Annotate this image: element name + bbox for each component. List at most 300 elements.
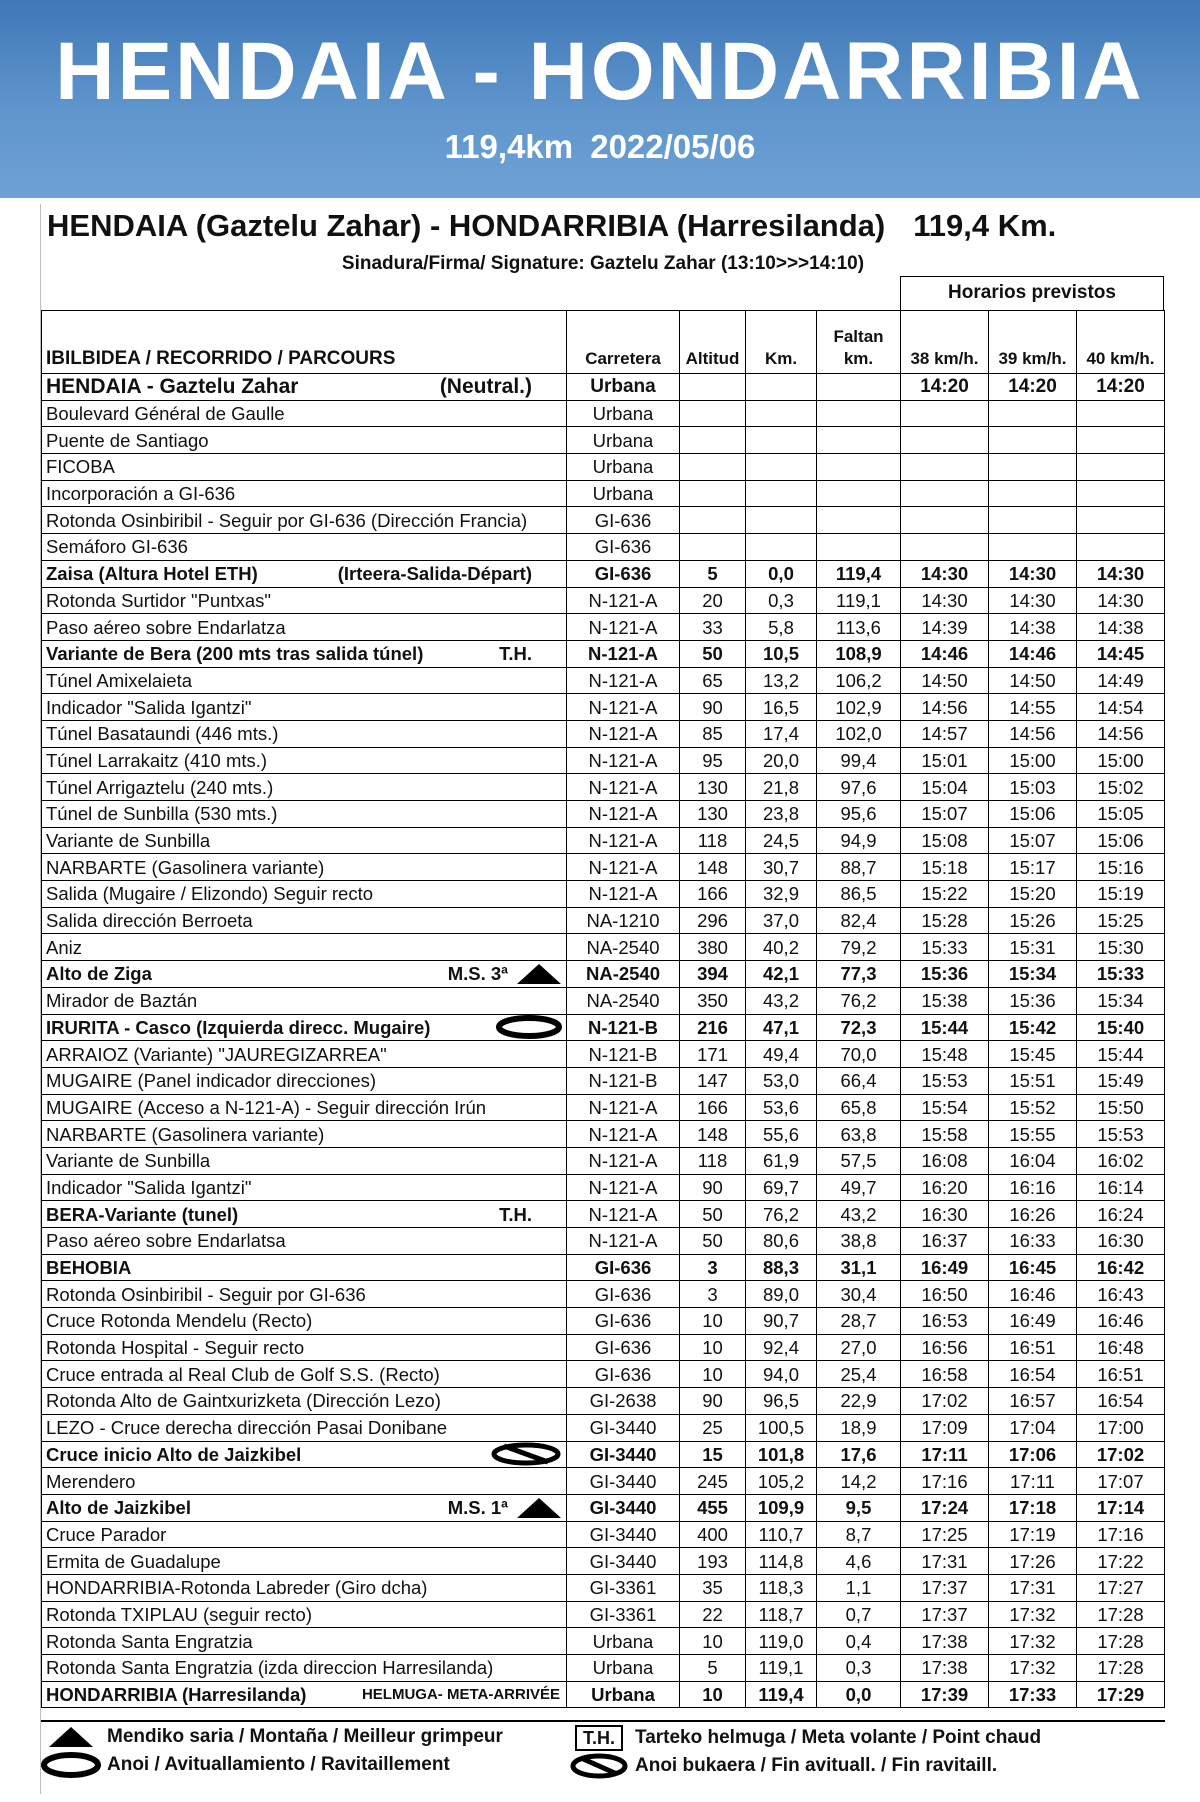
cell-time-40 bbox=[1077, 534, 1165, 561]
cell-remaining: 70,0 bbox=[817, 1041, 901, 1068]
route-point-tag: M.S. 1ª bbox=[447, 1497, 508, 1519]
route-point-name: Puente de Santiago bbox=[46, 429, 209, 451]
route-title: HENDAIA (Gaztelu Zahar) - HONDARRIBIA (Harresilanda) bbox=[47, 208, 886, 243]
cell-time-39: 16:45 bbox=[989, 1254, 1077, 1281]
cell-time-39: 16:49 bbox=[989, 1308, 1077, 1335]
cell-time-40: 14:38 bbox=[1077, 614, 1165, 641]
cell-time-39: 15:45 bbox=[989, 1041, 1077, 1068]
cell-road: NA-1210 bbox=[567, 907, 680, 934]
cell-altitude: 148 bbox=[680, 1121, 746, 1148]
table-row bbox=[42, 907, 1165, 934]
table-row bbox=[42, 934, 1165, 961]
cell-km: 119,0 bbox=[746, 1628, 817, 1655]
cell-altitude: 380 bbox=[680, 934, 746, 961]
cell-km: 101,8 bbox=[746, 1441, 817, 1468]
cell-time-40: 15:25 bbox=[1077, 907, 1165, 934]
table-row bbox=[42, 1574, 1165, 1601]
cell-time-38: 16:20 bbox=[901, 1174, 989, 1201]
cell-time-40: 14:45 bbox=[1077, 640, 1165, 667]
table-row bbox=[42, 1681, 1165, 1708]
cell-road: N-121-A bbox=[567, 614, 680, 641]
cell-remaining: 43,2 bbox=[817, 1201, 901, 1228]
table-row bbox=[42, 480, 1165, 507]
cell-altitude: 400 bbox=[680, 1521, 746, 1548]
cell-time-39: 16:16 bbox=[989, 1174, 1077, 1201]
cell-time-38: 14:30 bbox=[901, 587, 989, 614]
legend-feed-end-text: Anoi bukaera / Fin avituall. / Fin ravitaill. bbox=[635, 1755, 998, 1776]
legend-feed bbox=[41, 1752, 450, 1778]
cell-km: 94,0 bbox=[746, 1361, 817, 1388]
route-point-name: Cruce Rotonda Mendelu (Recto) bbox=[46, 1310, 313, 1332]
route-point-name: Paso aéreo sobre Endarlatsa bbox=[46, 1230, 286, 1252]
cell-route-point bbox=[42, 640, 567, 667]
cell-km: 100,5 bbox=[746, 1414, 817, 1441]
cell-road: NA-2540 bbox=[567, 961, 680, 988]
table-row bbox=[42, 1414, 1165, 1441]
route-point-name: Variante de Sunbilla bbox=[46, 1150, 211, 1172]
cell-time-40: 17:14 bbox=[1077, 1494, 1165, 1521]
route-point-name: Túnel Basataundi (446 mts.) bbox=[46, 723, 279, 745]
table-row bbox=[42, 560, 1165, 587]
cell-road: GI-2638 bbox=[567, 1388, 680, 1415]
cell-time-38: 15:04 bbox=[901, 774, 989, 801]
route-point-name: NARBARTE (Gasolinera variante) bbox=[46, 1123, 325, 1145]
cell-altitude: 118 bbox=[680, 1147, 746, 1174]
cell-km: 32,9 bbox=[746, 881, 817, 908]
cell-time-38: 17:24 bbox=[901, 1494, 989, 1521]
cell-road: N-121-A bbox=[567, 1201, 680, 1228]
cell-km: 13,2 bbox=[746, 667, 817, 694]
cell-road: N-121-A bbox=[567, 827, 680, 854]
col-speed-38: 38 km/h. bbox=[901, 311, 989, 374]
col-km: Km. bbox=[746, 311, 817, 374]
cell-time-40: 16:48 bbox=[1077, 1334, 1165, 1361]
cell-road: N-121-A bbox=[567, 881, 680, 908]
route-point-name: Boulevard Général de Gaulle bbox=[46, 403, 285, 425]
cell-time-40: 14:56 bbox=[1077, 720, 1165, 747]
cell-remaining: 82,4 bbox=[817, 907, 901, 934]
cell-route-point bbox=[42, 881, 567, 908]
cell-route-point bbox=[42, 534, 567, 561]
cell-time-38: 17:09 bbox=[901, 1414, 989, 1441]
cell-time-40: 16:24 bbox=[1077, 1201, 1165, 1228]
cell-time-40: 15:50 bbox=[1077, 1094, 1165, 1121]
cell-route-point bbox=[42, 1094, 567, 1121]
cell-time-39: 15:34 bbox=[989, 961, 1077, 988]
cell-km: 42,1 bbox=[746, 961, 817, 988]
cell-altitude: 350 bbox=[680, 987, 746, 1014]
route-point-tag: M.S. 3ª bbox=[447, 963, 508, 985]
table-row bbox=[42, 881, 1165, 908]
cell-remaining: 113,6 bbox=[817, 614, 901, 641]
cell-time-38 bbox=[901, 427, 989, 454]
cell-road: GI-636 bbox=[567, 534, 680, 561]
cell-time-38: 17:37 bbox=[901, 1574, 989, 1601]
cell-km bbox=[746, 480, 817, 507]
table-row bbox=[42, 667, 1165, 694]
legend-feed-end bbox=[569, 1752, 997, 1780]
cell-altitude: 118 bbox=[680, 827, 746, 854]
cell-altitude: 22 bbox=[680, 1601, 746, 1628]
table-row bbox=[42, 1601, 1165, 1628]
cell-remaining: 27,0 bbox=[817, 1334, 901, 1361]
route-point-name: Rotonda Surtidor "Puntxas" bbox=[46, 589, 271, 611]
route-point-name: MUGAIRE (Acceso a N-121-A) - Seguir dirección Irún bbox=[46, 1096, 487, 1118]
cell-time-40: 15:02 bbox=[1077, 774, 1165, 801]
cell-route-point bbox=[42, 1494, 567, 1521]
cell-km: 92,4 bbox=[746, 1334, 817, 1361]
cell-altitude: 5 bbox=[680, 560, 746, 587]
cell-km: 76,2 bbox=[746, 1201, 817, 1228]
cell-time-39: 17:32 bbox=[989, 1655, 1077, 1682]
cell-route-point bbox=[42, 480, 567, 507]
cell-km: 49,4 bbox=[746, 1041, 817, 1068]
route-point-name: Cruce entrada al Real Club de Golf S.S. (Recto) bbox=[46, 1363, 440, 1385]
cell-time-38: 15:38 bbox=[901, 987, 989, 1014]
cell-time-39: 15:17 bbox=[989, 854, 1077, 881]
cell-time-38: 15:22 bbox=[901, 881, 989, 908]
cell-altitude: 33 bbox=[680, 614, 746, 641]
cell-time-40: 16:30 bbox=[1077, 1228, 1165, 1255]
cell-time-40 bbox=[1077, 400, 1165, 427]
cell-route-point bbox=[42, 667, 567, 694]
table-row bbox=[42, 1494, 1165, 1521]
cell-route-point bbox=[42, 1121, 567, 1148]
cell-remaining: 95,6 bbox=[817, 801, 901, 828]
route-point-name: Rotonda Alto de Gaintxurizketa (Dirección Lezo) bbox=[46, 1390, 441, 1412]
route-point-name: LEZO - Cruce derecha dirección Pasai Donibane bbox=[46, 1417, 448, 1439]
cell-remaining: 94,9 bbox=[817, 827, 901, 854]
cell-time-40: 14:30 bbox=[1077, 560, 1165, 587]
cell-time-38: 17:31 bbox=[901, 1548, 989, 1575]
cell-km: 43,2 bbox=[746, 987, 817, 1014]
route-point-name: Zaisa (Altura Hotel ETH) bbox=[46, 563, 258, 585]
cell-remaining bbox=[817, 507, 901, 534]
cell-time-39: 14:55 bbox=[989, 694, 1077, 721]
table-row bbox=[42, 427, 1165, 454]
cell-route-point bbox=[42, 1147, 567, 1174]
cell-time-38: 16:58 bbox=[901, 1361, 989, 1388]
cell-road: N-121-B bbox=[567, 1067, 680, 1094]
cell-time-39: 15:26 bbox=[989, 907, 1077, 934]
legend-th bbox=[569, 1725, 1041, 1751]
cell-route-point bbox=[42, 1601, 567, 1628]
cell-time-38: 15:28 bbox=[901, 907, 989, 934]
cell-road: N-121-A bbox=[567, 1174, 680, 1201]
table-row bbox=[42, 1254, 1165, 1281]
cell-remaining: 79,2 bbox=[817, 934, 901, 961]
route-point-name: Salida (Mugaire / Elizondo) Seguir recto bbox=[46, 883, 373, 905]
cell-remaining: 66,4 bbox=[817, 1067, 901, 1094]
route-point-name: Salida dirección Berroeta bbox=[46, 910, 253, 932]
cell-route-point bbox=[42, 1067, 567, 1094]
cell-route-point bbox=[42, 1281, 567, 1308]
cell-altitude: 193 bbox=[680, 1548, 746, 1575]
route-point-name: Cruce Parador bbox=[46, 1523, 167, 1545]
route-point-name: Túnel Arrigaztelu (240 mts.) bbox=[46, 776, 274, 798]
cell-time-39: 17:06 bbox=[989, 1441, 1077, 1468]
cell-altitude: 85 bbox=[680, 720, 746, 747]
cell-route-point bbox=[42, 1041, 567, 1068]
cell-time-40: 16:43 bbox=[1077, 1281, 1165, 1308]
route-point-tag: T.H. bbox=[499, 643, 532, 665]
cell-time-38: 16:49 bbox=[901, 1254, 989, 1281]
cell-time-39 bbox=[989, 454, 1077, 481]
cell-time-40: 15:16 bbox=[1077, 854, 1165, 881]
col-road: Carretera bbox=[567, 311, 680, 374]
cell-remaining: 102,9 bbox=[817, 694, 901, 721]
cell-time-38: 17:38 bbox=[901, 1628, 989, 1655]
banner-title: HENDAIA - HONDARRIBIA bbox=[55, 26, 1145, 117]
cell-altitude: 10 bbox=[680, 1334, 746, 1361]
col-altitude: Altitud bbox=[680, 311, 746, 374]
cell-time-40: 16:46 bbox=[1077, 1308, 1165, 1335]
cell-road: GI-3440 bbox=[567, 1414, 680, 1441]
cell-road: N-121-A bbox=[567, 854, 680, 881]
cell-altitude bbox=[680, 507, 746, 534]
cell-remaining: 22,9 bbox=[817, 1388, 901, 1415]
cell-km: 105,2 bbox=[746, 1468, 817, 1495]
cell-time-40: 17:22 bbox=[1077, 1548, 1165, 1575]
cell-route-point bbox=[42, 1014, 567, 1041]
cell-time-38: 16:50 bbox=[901, 1281, 989, 1308]
cell-time-39: 15:55 bbox=[989, 1121, 1077, 1148]
route-point-name: Rotonda Santa Engratzia bbox=[46, 1630, 253, 1652]
cell-remaining: 1,1 bbox=[817, 1574, 901, 1601]
cell-time-40: 16:02 bbox=[1077, 1147, 1165, 1174]
cell-remaining: 65,8 bbox=[817, 1094, 901, 1121]
cell-remaining: 88,7 bbox=[817, 854, 901, 881]
cell-time-40: 15:40 bbox=[1077, 1014, 1165, 1041]
cell-time-38: 15:54 bbox=[901, 1094, 989, 1121]
cell-altitude: 147 bbox=[680, 1067, 746, 1094]
cell-km: 119,4 bbox=[746, 1681, 817, 1708]
cell-remaining: 0,3 bbox=[817, 1655, 901, 1682]
table-row bbox=[42, 534, 1165, 561]
cell-remaining: 108,9 bbox=[817, 640, 901, 667]
route-point-name: Semáforo GI-636 bbox=[46, 536, 188, 558]
cell-time-40: 14:49 bbox=[1077, 667, 1165, 694]
cell-road: N-121-A bbox=[567, 801, 680, 828]
legend-mountain bbox=[41, 1726, 503, 1748]
col-remaining bbox=[817, 311, 901, 374]
route-point-name: HONDARRIBIA-Rotonda Labreder (Giro dcha) bbox=[46, 1577, 428, 1599]
cell-route-point bbox=[42, 1681, 567, 1708]
cell-altitude: 171 bbox=[680, 1041, 746, 1068]
cell-km bbox=[746, 454, 817, 481]
table-row bbox=[42, 614, 1165, 641]
route-point-name: Variante de Bera (200 mts tras salida túnel) bbox=[46, 643, 424, 665]
signature-line bbox=[41, 250, 1165, 278]
cell-road: N-121-A bbox=[567, 774, 680, 801]
cell-time-39: 15:20 bbox=[989, 881, 1077, 908]
route-point-name: Aniz bbox=[46, 936, 82, 958]
cell-km: 119,1 bbox=[746, 1655, 817, 1682]
cell-km: 61,9 bbox=[746, 1147, 817, 1174]
legend-feed-text: Anoi / Avituallamiento / Ravitaillement bbox=[107, 1754, 450, 1775]
cell-time-38: 15:33 bbox=[901, 934, 989, 961]
cell-time-39: 15:31 bbox=[989, 934, 1077, 961]
table-row bbox=[42, 1655, 1165, 1682]
cell-time-38: 17:37 bbox=[901, 1601, 989, 1628]
cell-route-point bbox=[42, 454, 567, 481]
route-point-name: Túnel Larrakaitz (410 mts.) bbox=[46, 749, 268, 771]
table-row bbox=[42, 1548, 1165, 1575]
route-point-name: Incorporación a GI-636 bbox=[46, 483, 236, 505]
cell-altitude: 296 bbox=[680, 907, 746, 934]
cell-time-40 bbox=[1077, 507, 1165, 534]
cell-altitude: 10 bbox=[680, 1308, 746, 1335]
route-point-name: NARBARTE (Gasolinera variante) bbox=[46, 856, 325, 878]
cell-altitude: 25 bbox=[680, 1414, 746, 1441]
cell-time-39: 17:26 bbox=[989, 1548, 1077, 1575]
cell-km: 96,5 bbox=[746, 1388, 817, 1415]
cell-km: 89,0 bbox=[746, 1281, 817, 1308]
cell-time-40 bbox=[1077, 427, 1165, 454]
cell-time-40: 14:54 bbox=[1077, 694, 1165, 721]
route-point-name: IRURITA - Casco (Izquierda direcc. Mugaire) bbox=[46, 1016, 431, 1038]
cell-km: 53,0 bbox=[746, 1067, 817, 1094]
cell-road: Urbana bbox=[567, 1655, 680, 1682]
table-row bbox=[42, 801, 1165, 828]
cell-route-point bbox=[42, 1388, 567, 1415]
cell-route-point bbox=[42, 1228, 567, 1255]
cell-time-38: 15:53 bbox=[901, 1067, 989, 1094]
cell-remaining: 76,2 bbox=[817, 987, 901, 1014]
cell-time-38: 15:36 bbox=[901, 961, 989, 988]
table-row bbox=[42, 987, 1165, 1014]
cell-road: GI-636 bbox=[567, 1308, 680, 1335]
cell-route-point bbox=[42, 961, 567, 988]
route-point-name: Rotonda Hospital - Seguir recto bbox=[46, 1337, 305, 1359]
cell-time-38: 14:30 bbox=[901, 560, 989, 587]
route-point-tag: T.H. bbox=[499, 1203, 532, 1225]
cell-km: 118,3 bbox=[746, 1574, 817, 1601]
cell-route-point bbox=[42, 774, 567, 801]
cell-road: N-121-A bbox=[567, 720, 680, 747]
col-remaining-line2: km. bbox=[843, 349, 874, 368]
cell-road: N-121-A bbox=[567, 1228, 680, 1255]
cell-road: NA-2540 bbox=[567, 987, 680, 1014]
table-row bbox=[42, 1228, 1165, 1255]
cell-altitude: 455 bbox=[680, 1494, 746, 1521]
cell-altitude: 50 bbox=[680, 1201, 746, 1228]
cell-time-40: 17:28 bbox=[1077, 1601, 1165, 1628]
cell-time-38: 17:38 bbox=[901, 1655, 989, 1682]
cell-km: 10,5 bbox=[746, 640, 817, 667]
cell-km: 69,7 bbox=[746, 1174, 817, 1201]
cell-altitude: 166 bbox=[680, 881, 746, 908]
table-row bbox=[42, 1014, 1165, 1041]
cell-time-40: 15:05 bbox=[1077, 801, 1165, 828]
cell-time-40: 15:44 bbox=[1077, 1041, 1165, 1068]
cell-time-39: 17:19 bbox=[989, 1521, 1077, 1548]
cell-route-point bbox=[42, 374, 567, 401]
cell-road: N-121-A bbox=[567, 587, 680, 614]
mountain-icon bbox=[516, 963, 562, 985]
cell-time-39: 17:04 bbox=[989, 1414, 1077, 1441]
cell-road: NA-2540 bbox=[567, 934, 680, 961]
cell-route-point bbox=[42, 747, 567, 774]
total-distance: 119,4 Km. bbox=[913, 208, 1057, 243]
table-row bbox=[42, 1174, 1165, 1201]
table-row bbox=[42, 1067, 1165, 1094]
table-row bbox=[42, 640, 1165, 667]
cell-km: 88,3 bbox=[746, 1254, 817, 1281]
route-table-body bbox=[42, 374, 1165, 1708]
cell-altitude bbox=[680, 454, 746, 481]
legend-th-text: Tarteko helmuga / Meta volante / Point chaud bbox=[635, 1727, 1042, 1748]
route-point-name: BERA-Variante (tunel) bbox=[46, 1203, 239, 1225]
cell-time-39: 14:20 bbox=[989, 374, 1077, 401]
cell-time-39: 16:54 bbox=[989, 1361, 1077, 1388]
cell-route-point bbox=[42, 1521, 567, 1548]
cell-remaining: 17,6 bbox=[817, 1441, 901, 1468]
cell-remaining bbox=[817, 400, 901, 427]
cell-km: 109,9 bbox=[746, 1494, 817, 1521]
cell-time-39: 14:46 bbox=[989, 640, 1077, 667]
cell-time-39 bbox=[989, 400, 1077, 427]
cell-remaining bbox=[817, 480, 901, 507]
route-document bbox=[40, 204, 1165, 1794]
cell-remaining: 63,8 bbox=[817, 1121, 901, 1148]
cell-remaining: 49,7 bbox=[817, 1174, 901, 1201]
cell-route-point bbox=[42, 827, 567, 854]
col-route: IBILBIDEA / RECORRIDO / PARCOURS bbox=[42, 311, 567, 374]
cell-time-39: 17:11 bbox=[989, 1468, 1077, 1495]
cell-time-38 bbox=[901, 400, 989, 427]
cell-time-39: 15:52 bbox=[989, 1094, 1077, 1121]
cell-time-38: 16:08 bbox=[901, 1147, 989, 1174]
route-point-name: MUGAIRE (Panel indicador direcciones) bbox=[46, 1070, 377, 1092]
cell-km: 55,6 bbox=[746, 1121, 817, 1148]
cell-road: GI-3361 bbox=[567, 1601, 680, 1628]
table-row bbox=[42, 1201, 1165, 1228]
cell-remaining: 99,4 bbox=[817, 747, 901, 774]
cell-altitude: 95 bbox=[680, 747, 746, 774]
cell-road: GI-3440 bbox=[567, 1468, 680, 1495]
cell-route-point bbox=[42, 587, 567, 614]
cell-remaining: 28,7 bbox=[817, 1308, 901, 1335]
cell-km bbox=[746, 427, 817, 454]
cell-road: N-121-A bbox=[567, 667, 680, 694]
cell-route-point bbox=[42, 907, 567, 934]
cell-time-40: 14:30 bbox=[1077, 587, 1165, 614]
cell-time-39: 14:50 bbox=[989, 667, 1077, 694]
route-point-name: HONDARRIBIA (Harresilanda) bbox=[46, 1684, 307, 1706]
cell-altitude: 216 bbox=[680, 1014, 746, 1041]
cell-time-38: 17:39 bbox=[901, 1681, 989, 1708]
cell-altitude bbox=[680, 427, 746, 454]
route-point-name: Túnel de Sunbilla (530 mts.) bbox=[46, 803, 278, 825]
cell-km bbox=[746, 534, 817, 561]
schedule-header: Horarios previstos bbox=[900, 276, 1164, 310]
cell-altitude: 245 bbox=[680, 1468, 746, 1495]
cell-time-38: 15:07 bbox=[901, 801, 989, 828]
cell-remaining: 4,6 bbox=[817, 1548, 901, 1575]
cell-route-point bbox=[42, 1174, 567, 1201]
cell-km: 40,2 bbox=[746, 934, 817, 961]
cell-km bbox=[746, 507, 817, 534]
cell-remaining bbox=[817, 534, 901, 561]
cell-km: 5,8 bbox=[746, 614, 817, 641]
table-row bbox=[42, 1521, 1165, 1548]
cell-altitude: 10 bbox=[680, 1628, 746, 1655]
cell-time-38: 16:53 bbox=[901, 1308, 989, 1335]
route-point-name: Rotonda TXIPLAU (seguir recto) bbox=[46, 1603, 312, 1625]
route-point-name: Rotonda Osinbiribil - Seguir por GI-636 bbox=[46, 1283, 366, 1305]
cell-time-39: 16:46 bbox=[989, 1281, 1077, 1308]
